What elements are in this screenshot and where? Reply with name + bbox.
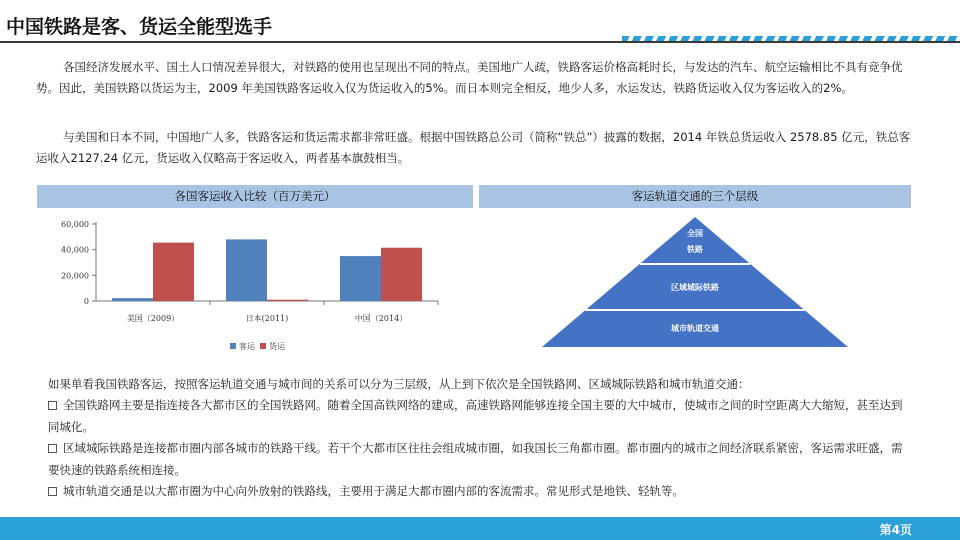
- bar-货运-2: [381, 248, 422, 301]
- bar-货运-0: [153, 243, 194, 301]
- bullet-marker: [48, 487, 57, 496]
- pyramid-level-1-line-2: 铁路: [687, 244, 703, 254]
- bar-客运-0: [112, 298, 153, 301]
- chart-section-header: 各国客运收入比较（百万美元）: [37, 185, 473, 208]
- page-title: 中国铁路是客、货运全能型选手: [6, 16, 273, 38]
- legend-swatch-0: [230, 343, 236, 349]
- y-tick-label: 40,000: [61, 245, 89, 255]
- paragraph-1: 各国经济发展水平、国土人口情况差异很大，对铁路的使用也呈现出不同的特点。美国地广人疏，铁路客运价格高耗时长，与发达的汽车、航空运输相比不具有竞争优势。因此，美国铁路以货运为主，2009 年美国铁路客运收入仅为货运收入的5%。而日本则完全相反，地少人多，水运发达，铁路货运收入仅为客运收入的2%。: [36, 60, 903, 95]
- bullet-marker: [48, 444, 57, 453]
- bullet-marker: [48, 401, 57, 410]
- bar-客运-2: [340, 256, 381, 301]
- legend-swatch-1: [260, 343, 266, 349]
- bullet-text-urban: 城市轨道交通是以大都市圈为中心向外放射的铁路线，主要用于满足大都市圈内部的客流需求。常见形式是地铁、轻轨等。: [63, 484, 684, 498]
- bullet-item-urban: [48, 481, 908, 503]
- page-number: 第4页: [879, 523, 912, 537]
- x-tick-label: 美国（2009）: [126, 314, 180, 323]
- pyramid-level-2: 区域城际铁路: [671, 282, 719, 292]
- x-tick-label: 中国（2014）: [354, 314, 408, 323]
- bullet-text-national: 全国铁路网主要是指连接各大都市区的全国铁路网。随着全国高铁网络的建成，高速铁路网能够连接全国主要的大中城市，使城市之间的时空距离大大缩短，甚至达到同城化。: [48, 398, 903, 434]
- y-tick-label: 60,000: [61, 220, 89, 229]
- revenue-bar-chart: [40, 212, 460, 370]
- bullet-item-regional: [48, 438, 908, 481]
- paragraph-2: 与美国和日本不同，中国地广人多，铁路客运和货运需求都非常旺盛。根据中国铁路总公司（简称“铁总”）披露的数据，2014 年铁总货运收入 2578.85 亿元，铁总客运收入2127.24 亿元，货运收入仅略高于客运收入，两者基本旗鼓相当。: [36, 130, 911, 165]
- legend-label-0: 客运: [239, 342, 255, 351]
- hierarchy-intro: 如果单看我国铁路客运，按照客运轨道交通与城市间的关系可以分为三层级，从上到下依次是全国铁路网、区域城际铁路和城市轨道交通：: [48, 377, 750, 391]
- pyramid-level-1-line-1: 全国: [687, 228, 703, 238]
- bar-客运-1: [226, 239, 267, 301]
- bullet-item-national: [48, 395, 908, 438]
- bar-货运-1: [267, 300, 308, 301]
- title-underline: [0, 41, 960, 43]
- rail-hierarchy-pyramid: [540, 215, 850, 350]
- hierarchy-bullet-list: [48, 395, 908, 503]
- bullet-text-regional: 区域城际铁路是连接都市圈内部各城市的铁路干线。若干个大都市区往往会组成城市圈，如我国长三角都市圈。都市圈内的城市之间经济联系紧密，客运需求旺盛，需要快速的铁路系统相连接。: [48, 441, 903, 477]
- y-tick-label: 0: [83, 297, 89, 306]
- pyramid-level-3: 城市轨道交通: [671, 323, 719, 333]
- legend-label-1: 货运: [269, 342, 285, 351]
- pyramid-section-header: 客运轨道交通的三个层级: [479, 185, 911, 208]
- y-tick-label: 20,000: [61, 271, 89, 281]
- x-tick-label: 日本(2011): [245, 314, 289, 323]
- footer-bar: [0, 517, 960, 540]
